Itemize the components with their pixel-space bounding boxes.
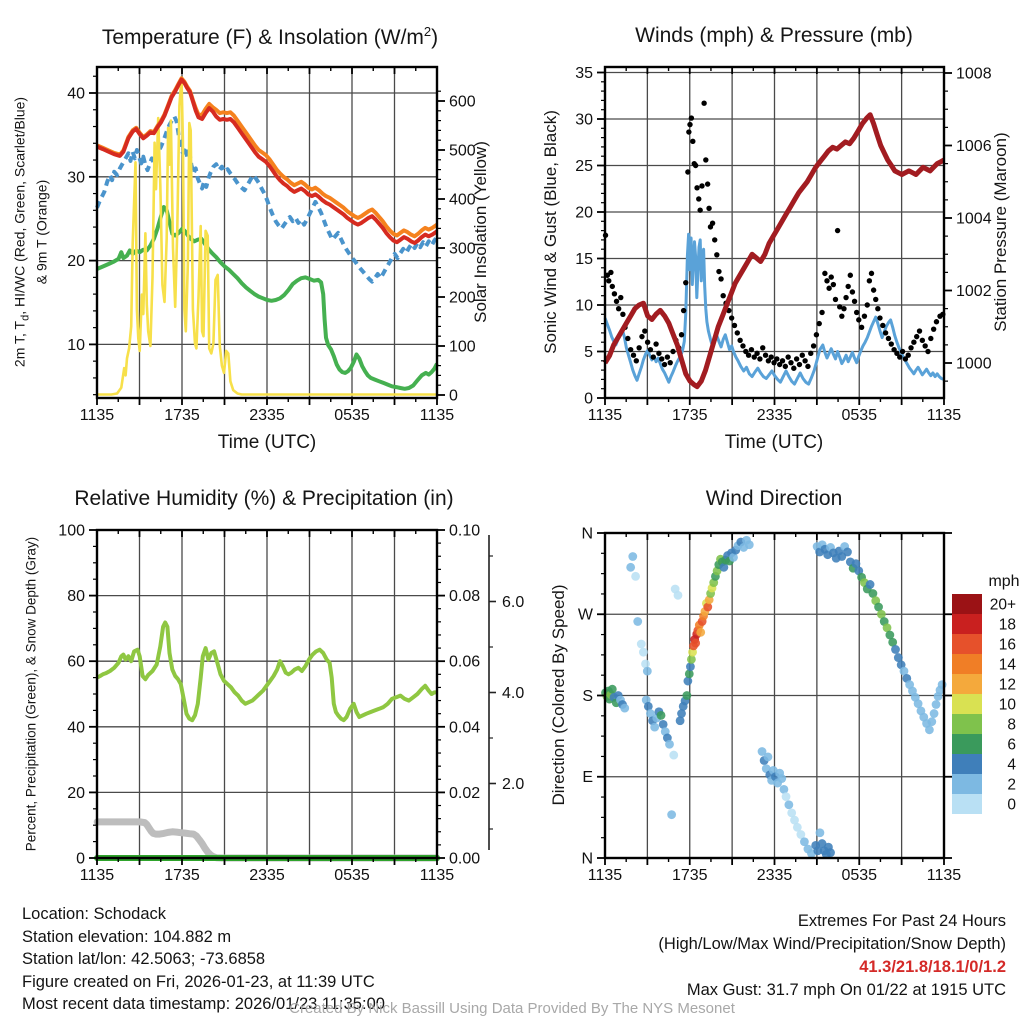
svg-text:0535: 0535: [841, 407, 878, 424]
svg-text:60: 60: [67, 653, 85, 671]
svg-text:0535: 0535: [334, 407, 370, 424]
svg-text:1735: 1735: [671, 407, 708, 424]
svg-text:20: 20: [67, 784, 85, 802]
svg-text:15: 15: [575, 251, 593, 268]
svg-text:20: 20: [575, 204, 593, 222]
title-superscript: 2: [423, 24, 432, 39]
max-gust: Max Gust: 31.7 mph On 01/22 at 1915 UTC: [686, 981, 1006, 999]
svg-text:2335: 2335: [756, 867, 793, 884]
svg-text:10: 10: [998, 696, 1016, 714]
figure-created: Figure created on Fri, 2026-01-23, at 11:39 UTC: [22, 972, 375, 991]
svg-text:12: 12: [998, 676, 1016, 694]
axis-label-part: & 9m T (Orange): [33, 179, 50, 285]
svg-text:4: 4: [1007, 756, 1016, 774]
svg-text:E: E: [582, 769, 593, 787]
svg-text:1135: 1135: [79, 867, 115, 884]
svg-text:35: 35: [575, 65, 593, 82]
svg-text:2335: 2335: [249, 867, 285, 884]
data-timestamp: Most recent data timestamp: 2026/01/23 11:35:00: [22, 995, 385, 1013]
svg-text:40: 40: [67, 85, 85, 103]
svg-text:S: S: [582, 687, 593, 705]
svg-text:1135: 1135: [419, 867, 455, 884]
svg-text:0.04: 0.04: [449, 719, 481, 737]
svg-text:1135: 1135: [926, 407, 962, 424]
svg-text:0: 0: [76, 850, 85, 868]
svg-text:mph: mph: [988, 573, 1020, 590]
extremes-block: [658, 910, 1006, 1002]
svg-text:1735: 1735: [164, 867, 200, 884]
svg-text:300: 300: [449, 240, 476, 258]
axis-label-subscript: d: [19, 314, 32, 321]
svg-text:100: 100: [58, 522, 85, 540]
extremes-title: Extremes For Past 24 Hours: [797, 912, 1006, 930]
svg-text:40: 40: [67, 719, 85, 737]
svg-text:20: 20: [67, 253, 85, 271]
svg-text:0535: 0535: [841, 867, 878, 884]
chart-title-temperature-insolation: [102, 24, 438, 50]
svg-text:1002: 1002: [956, 283, 992, 300]
svg-text:30: 30: [575, 111, 593, 129]
svg-text:1135: 1135: [587, 407, 623, 424]
svg-text:2335: 2335: [249, 407, 285, 424]
extremes-subtitle: (High/Low/Max Wind/Precipitation/Snow Depth): [658, 935, 1006, 953]
svg-text:N: N: [581, 525, 593, 543]
title-text: Temperature (F) & Insolation (W/m: [101, 26, 424, 49]
svg-text:600: 600: [449, 93, 476, 111]
chart-title-rh-precip: Relative Humidity (%) & Precipitation (in): [74, 487, 454, 510]
svg-text:1135: 1135: [79, 407, 115, 424]
svg-text:0.02: 0.02: [449, 784, 481, 802]
station-info: [22, 903, 385, 1016]
svg-text:1135: 1135: [926, 867, 962, 884]
svg-text:0: 0: [584, 390, 593, 408]
station-elevation: Station elevation: 104.882 m: [22, 927, 232, 946]
svg-text:8: 8: [1007, 716, 1016, 734]
axis-label-temp-left: [12, 97, 51, 367]
svg-text:0.06: 0.06: [449, 653, 481, 671]
svg-text:6.0: 6.0: [502, 594, 525, 611]
svg-text:0.08: 0.08: [449, 588, 481, 606]
svg-text:20+: 20+: [989, 596, 1016, 614]
axis-label-wind-left: Sonic Wind & Gust (Blue, Black): [541, 110, 560, 354]
svg-text:25: 25: [575, 158, 593, 175]
svg-text:1135: 1135: [419, 407, 455, 424]
svg-text:5: 5: [584, 344, 593, 361]
svg-text:200: 200: [449, 289, 476, 307]
svg-text:0.10: 0.10: [449, 522, 481, 540]
svg-text:500: 500: [449, 142, 476, 160]
chart-winds_pressure: [575, 65, 991, 424]
axis-label-direction-left: Direction (Colored By Speed): [549, 584, 568, 806]
svg-text:1735: 1735: [164, 407, 200, 424]
station-latlon: Station lat/lon: 42.5063; -73.6858: [22, 950, 266, 968]
svg-text:10: 10: [575, 297, 593, 315]
chart-title-wind-direction: Wind Direction: [705, 487, 843, 510]
chart-temp_insolation: [67, 67, 476, 424]
axis-label-pressure-right: Station Pressure (Maroon): [991, 132, 1010, 332]
axis-label-part: 2m T, T: [11, 320, 28, 368]
svg-text:1735: 1735: [671, 867, 708, 884]
svg-text:1135: 1135: [587, 867, 623, 884]
station-location: Location: Schodack: [22, 905, 167, 923]
svg-text:0535: 0535: [334, 867, 370, 884]
svg-text:N: N: [581, 850, 593, 868]
svg-text:2: 2: [1007, 776, 1016, 794]
chart-wind_direction: [578, 525, 1020, 884]
svg-text:16: 16: [998, 636, 1016, 654]
svg-text:10: 10: [67, 336, 85, 354]
svg-text:4.0: 4.0: [502, 685, 525, 702]
axis-label-insolation-right: Solar Insolation (Yellow): [471, 141, 490, 323]
svg-text:18: 18: [998, 616, 1016, 634]
svg-text:30: 30: [67, 169, 85, 187]
svg-text:1000: 1000: [956, 355, 992, 373]
svg-text:2.0: 2.0: [502, 776, 525, 793]
svg-text:0.00: 0.00: [449, 850, 481, 868]
chart-rh_precip: [58, 523, 524, 885]
svg-text:1008: 1008: [956, 65, 992, 83]
svg-text:W: W: [577, 606, 593, 624]
svg-text:2335: 2335: [756, 407, 793, 424]
extremes-values: 41.3/21.8/18.1/0/1.2: [859, 958, 1006, 976]
chart-title-winds-pressure: Winds (mph) & Pressure (mb): [635, 24, 913, 47]
svg-text:1006: 1006: [956, 138, 992, 155]
svg-text:14: 14: [998, 656, 1016, 674]
credit-line: Created By Nick Bassill Using Data Provided By The NYS Mesonet: [289, 1000, 735, 1017]
svg-text:100: 100: [449, 338, 476, 356]
svg-text:0: 0: [1007, 796, 1016, 814]
x-axis-title-temp: Time (UTC): [217, 432, 317, 453]
svg-text:0: 0: [449, 387, 458, 405]
svg-text:6: 6: [1007, 736, 1016, 754]
title-text-end: ): [431, 26, 439, 49]
x-axis-title-wind: Time (UTC): [724, 432, 824, 453]
axis-label-part: , HI/WC (Red, Green, Scarlet/Blue): [11, 96, 28, 315]
axis-label-rh-left: Percent, Precipitation (Green), & Snow Depth (Gray): [23, 536, 39, 852]
svg-text:1004: 1004: [956, 210, 992, 228]
svg-text:400: 400: [449, 191, 476, 209]
svg-text:80: 80: [67, 588, 85, 606]
